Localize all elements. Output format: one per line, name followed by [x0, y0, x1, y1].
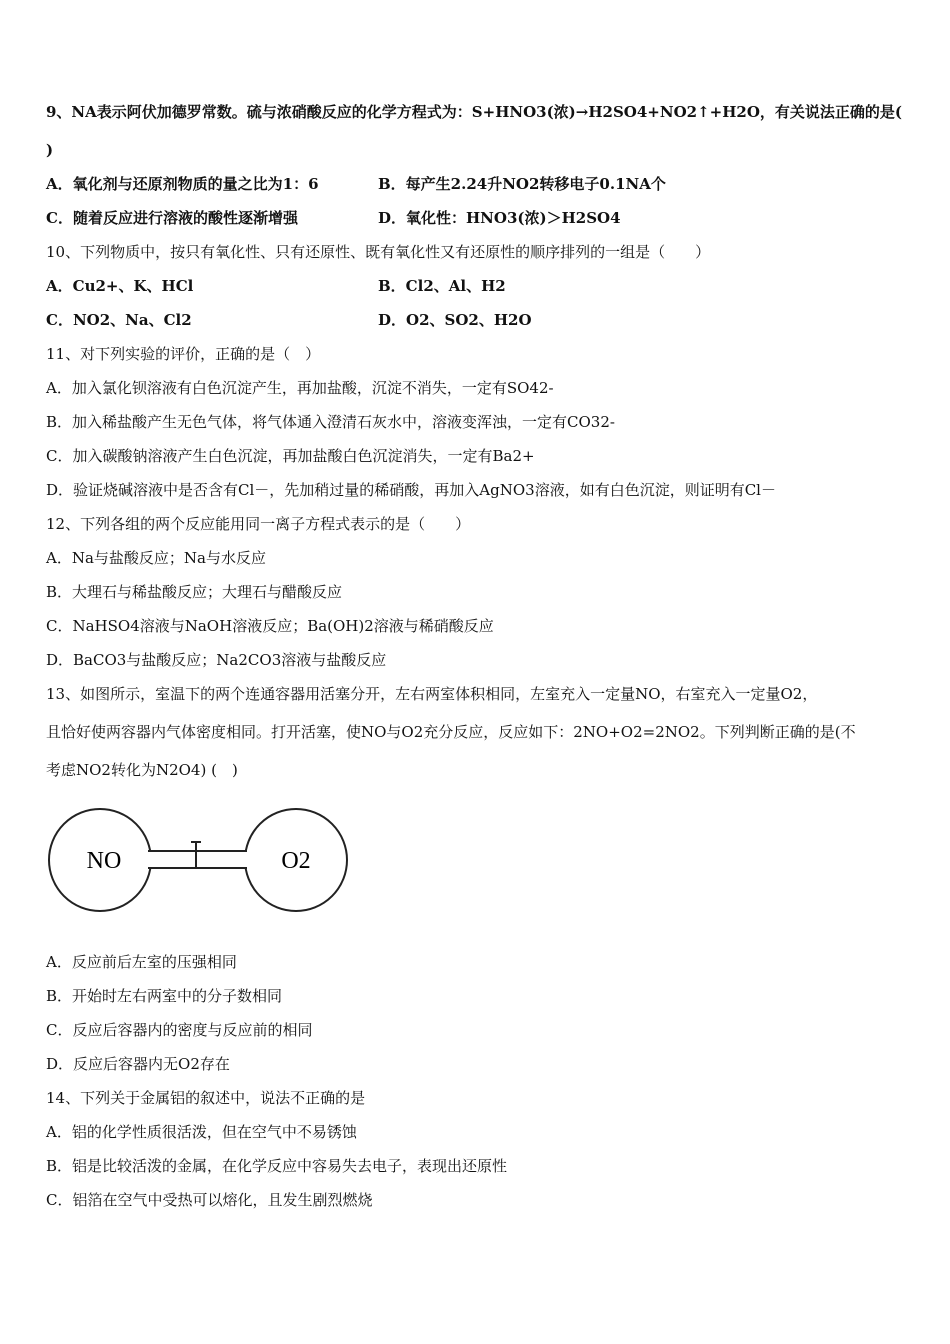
q12-option-a: A．Na与盐酸反应；Na与水反应	[46, 549, 266, 567]
q13-stem-line3: 考虑NO2转化为N2O4) ( )	[46, 761, 238, 779]
q12-option-d: D．BaCO3与盐酸反应；Na2CO3溶液与盐酸反应	[46, 651, 387, 669]
q13-stem-line2: 且恰好使两容器内气体密度相同。打开活塞，使NO与O2充分反应，反应如下：2NO+O2=2NO2。下列判断正确的是(不	[46, 723, 856, 741]
q10-stem: 10、下列物质中，按只有氧化性、只有还原性、既有氧化性又有还原性的顺序排列的一组是（ ）	[46, 243, 711, 261]
q12-option-b: B．大理石与稀盐酸反应；大理石与醋酸反应	[46, 583, 343, 601]
q11-option-d: D．验证烧碱溶液中是否含有Cl－，先加稍过量的稀硝酸，再加入AgNO3溶液，如有白色沉淀，则证明有Cl－	[46, 481, 776, 499]
q9-stem-line1: 9、NA表示阿伏加德罗常数。硫与浓硝酸反应的化学方程式为：S+HNO3(浓)→H2SO4+NO2↑+H2O，有关说法正确的是(	[46, 103, 902, 121]
q13-stem-line1: 13、如图所示，室温下的两个连通容器用活塞分开，左右两室体积相同，左室充入一定量NO，右室充入一定量O2，	[46, 685, 818, 703]
q13-option-c: C．反应后容器内的密度与反应前的相同	[46, 1021, 313, 1039]
q9-option-d: D．氧化性：HNO3(浓)＞H2SO4	[378, 209, 621, 227]
q11-option-b: B．加入稀盐酸产生无色气体，将气体通入澄清石灰水中，溶液变浑浊，一定有CO32-	[46, 413, 615, 431]
q10-option-a: A．Cu2+、K、HCl	[46, 277, 194, 295]
q14-option-c: C．铝箔在空气中受热可以熔化，且发生剧烈燃烧	[46, 1191, 373, 1209]
q14-option-b: B．铝是比较活泼的金属，在化学反应中容易失去电子，表现出还原性	[46, 1157, 508, 1175]
diagram-left-label: NO	[86, 848, 122, 874]
q12-stem: 12、下列各组的两个反应能用同一离子方程式表示的是（ ）	[46, 515, 471, 533]
q11-option-a: A．加入氯化钡溶液有白色沉淀产生，再加盐酸，沉淀不消失，一定有SO42-	[46, 379, 554, 397]
q10-option-c: C．NO2、Na、Cl2	[46, 311, 192, 329]
q11-option-c: C．加入碳酸钠溶液产生白色沉淀，再加盐酸白色沉淀消失，一定有Ba2+	[46, 447, 535, 465]
connected-vessels-diagram	[48, 805, 353, 920]
q11-stem: 11、对下列实验的评价，正确的是（ ）	[46, 345, 321, 363]
q12-option-c: C．NaHSO4溶液与NaOH溶液反应；Ba(OH)2溶液与稀硝酸反应	[46, 617, 494, 635]
q14-stem: 14、下列关于金属铝的叙述中，说法不正确的是	[46, 1089, 366, 1107]
q9-stem-line2: )	[46, 141, 54, 159]
q13-option-b: B．开始时左右两室中的分子数相同	[46, 987, 283, 1005]
q13-option-d: D．反应后容器内无O2存在	[46, 1055, 230, 1073]
q14-option-a: A．铝的化学性质很活泼，但在空气中不易锈蚀	[46, 1123, 357, 1141]
q10-option-d: D．O2、SO2、H2O	[378, 311, 532, 329]
q9-option-c: C．随着反应进行溶液的酸性逐渐增强	[46, 209, 298, 227]
diagram-right-label: O2	[281, 848, 311, 874]
q9-option-a: A．氧化剂与还原剂物质的量之比为1：6	[46, 175, 319, 193]
q9-option-b: B．每产生2.24升NO2转移电子0.1NA个	[378, 175, 666, 193]
q10-option-b: B．Cl2、Al、H2	[378, 277, 506, 295]
q13-option-a: A．反应前后左室的压强相同	[46, 953, 237, 971]
